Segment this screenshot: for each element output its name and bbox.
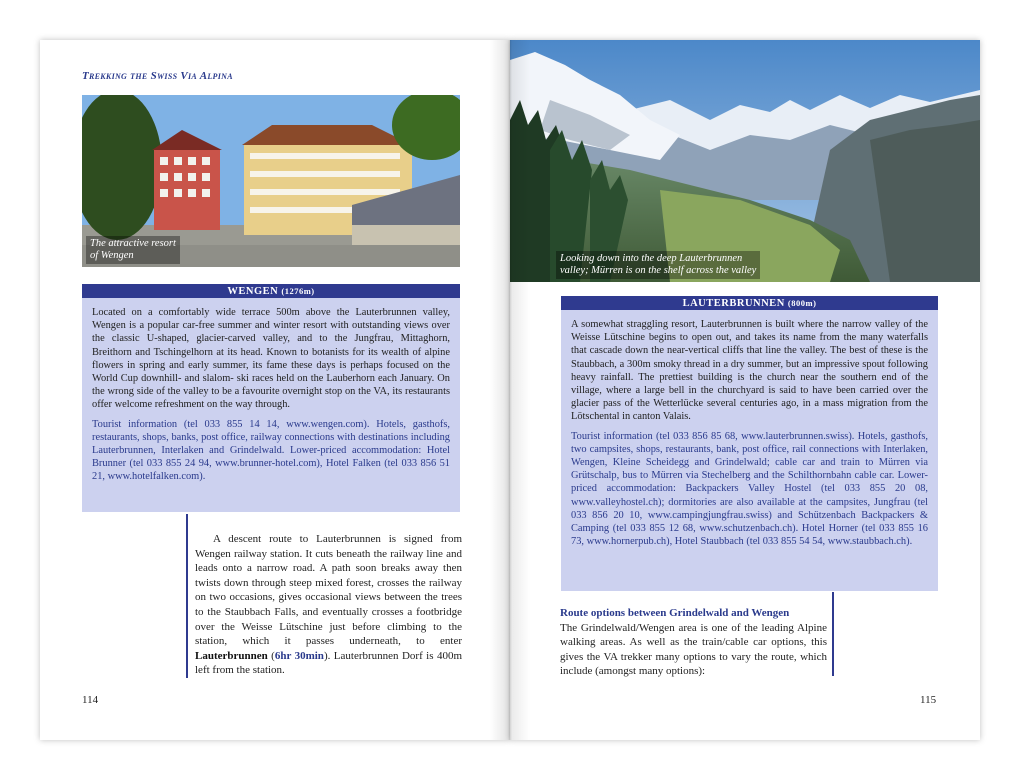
lauterbrunnen-bold: Lauterbrunnen [195,649,268,662]
wengen-description: Located on a comfortably wide terrace 500m above the Lauterbrunnen valley, Wengen is a popular car-free summer and winter resort with outstanding views over the classic U-shaped, glacier-carved valley, and to the Jungfrau, Mittaghorn, Breithorn and Tschingelhorn at its head. Known to botanists for its wealth of alpine flowers in spring and early summer, its fame these days is perhaps focused on the World Cup downhill- and slalom- ski races held on the Lauberhorn each January. On the wrong side of the valley to be a favourite overnight stop on the VA, its restaurants offer welcome refreshment on the way through. [92,307,450,411]
running-head: Trekking the Swiss Via Alpina [82,70,233,82]
right-caption-line-2: valley; Mürren is on the shelf across the valley [560,265,757,276]
lauterbrunnen-title-text: LAUTERBRUNNEN [682,298,785,309]
lauterbrunnen-valley-photo [510,40,980,282]
wengen-box-title [82,284,460,298]
left-photo-caption [86,236,180,264]
wengen-tourist-info: Tourist information (tel 033 855 14 14, www.wengen.com). Hotels, gasthofs, restaurants, shops, banks, post office, railway connections with destinations including Lauterbrunnen, Interlaken and Grindelwald. Lower-priced accommodation: Hotel Brunner (tel 033 855 24 94, www.brunner-hotel.com), Hotel Falken (tel 033 856 51 21, www.hotelfalken.com). [92,418,450,483]
lauterbrunnen-box-title [561,296,938,310]
left-margin-rule [186,514,188,678]
descent-route-end: . Lauterbrunnen Dorf is 400m left from the station. [195,649,463,677]
wengen-elevation: (1276m) [281,286,315,296]
left-caption-line-2: of Wengen [90,250,134,261]
descent-route-text: A descent route to Lauterbrunnen is signed from Wengen railway station. It cuts beneath the railway line and leads onto a narrow road. A path soon breaks away then twists down through steep mixed forest, crosses the railway on two occasions, gives occasional views between the trees to the Staubbach Falls, and eventually crosses a footbridge over the Weisse Lütschine just before climbing to the station, which it passes underneath, to enter [195,533,462,648]
lauterbrunnen-tourist-info: Tourist information (tel 033 856 85 68, www.lauterbrunnen.swiss). Hotels, gasthofs, two campsites, shops, restaurants, bank, post office, rail connections with Interlaken, Wengen, Kleine Scheidegg and Grindelwald; cable car and train to Mürren via Grütschalp, bus to Mürren via Stechelberg and the Schilthornbahn cable car. Lower-priced accommodation: Backpackers Valley Hostel (tel 033 855 20 08, www.valleyhostel.ch); dormitories are also available at the campsites, Jungfrau (tel 033 856 20 10, www.campingjungfrau.swiss) and Schützenbach Backpackers & Camping (tel 033 855 12 68, www.schutzenbach.ch). Hotel Horner (tel 033 855 16 73, www.hornerpub.ch), Hotel Staubbach (tel 033 855 54 54, www.staubbach.ch). [571,430,928,548]
lauterbrunnen-elevation: (800m) [787,298,817,308]
left-caption-line-1: The attractive resort [90,238,176,249]
lauterbrunnen-info-box [561,310,938,591]
right-photo-caption [556,251,760,279]
walk-time: 6hr 30min [274,649,324,662]
wengen-title-text: WENGEN [227,286,279,297]
route-options-text: The Grindelwald/Wengen area is one of the leading Alpine walking areas. As well as the train/cable car options, this gives the VA trekker many options to vary the route, which include (amongst many options): [560,621,827,678]
lauterbrunnen-description: A somewhat straggling resort, Lauterbrunnen is built where the narrow valley of the Weisse Lütschine begins to open out, and takes its name from the many waterfalls that cascade down the near-vertical cliffs that line the valley. The best of these is the Staubbach, a 300m smoky thread in a dry summer, but an impressive spout following heavy rainfall. The prettiest building is the church near the southern end of the village, where a large bell in the churchyard is said to have been carried over the glacier pass of the Wetterlücke several centuries ago, in a mass migration from the Lötschental in canton Valais. [571,319,928,423]
left-body-text: A descent route to Lauterbrunnen is signed from Wengen railway station. It cuts beneath the railway line and leads onto a narrow road. A path soon breaks away then twists down through steep mixed forest, crosses the railway on two occasions, gives occasional views between the trees to the Staubbach Falls, and eventually crosses a footbridge over the Weisse Lütschine just before climbing to the station, which it passes underneath, to enter Lauterbrunnen (6hr 30min). Lauterbrunnen Dorf is 400m left from the station. [195,533,463,677]
book-gutter-shadow [490,40,530,740]
mountain-landscape-image [510,40,980,282]
route-options-subhead: Route options between Grindelwald and Wengen [560,607,790,619]
page-number-right: 115 [920,694,937,706]
right-caption-line-1: Looking down into the deep Lauterbrunnen [560,253,743,264]
right-body-text [560,606,827,679]
page-number-left: 114 [82,694,99,706]
wengen-info-box [82,298,460,512]
right-margin-rule [832,592,834,676]
